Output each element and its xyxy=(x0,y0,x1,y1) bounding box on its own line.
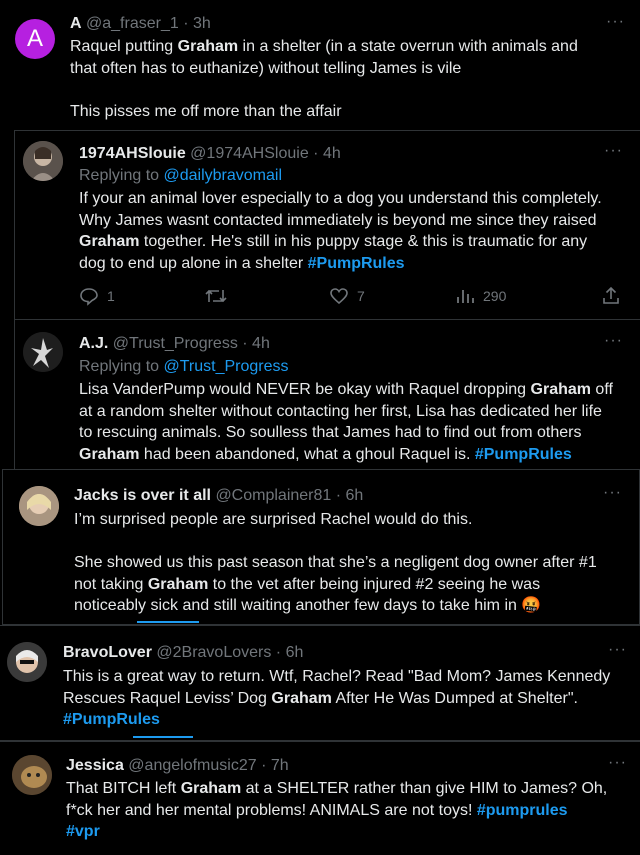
heart-icon xyxy=(329,286,349,306)
tweet-text xyxy=(74,509,639,617)
text-run: at a SHELTER rather than give HIM to James? Oh, xyxy=(241,780,608,797)
tweet-header: A.J. @Trust_Progress · 4h xyxy=(79,335,270,352)
views-button[interactable] xyxy=(455,286,506,306)
tweet-header: Jessica @angelofmusic27 · 7h xyxy=(66,757,289,774)
text-line xyxy=(63,709,638,731)
hashtag-link[interactable]: #PumpRules xyxy=(63,711,160,728)
text-run: That BITCH left xyxy=(66,780,181,797)
tweet-text xyxy=(66,778,638,843)
reply-count: 1 xyxy=(107,288,115,304)
tweet-header: 1974AHSlouie @1974AHSlouie · 4h xyxy=(79,145,341,162)
tweet-card-6[interactable] xyxy=(0,741,640,855)
text-line xyxy=(79,210,639,232)
hashtag-link[interactable]: #PumpRules xyxy=(307,254,405,272)
keyword-highlight: Graham xyxy=(530,381,591,398)
keyword-highlight: Graham xyxy=(180,780,242,797)
replying-to-link[interactable]: @dailybravomail xyxy=(163,167,283,184)
replying-to-link[interactable]: @Trust_Progress xyxy=(163,358,289,375)
replying-to: Replying to @dailybravomail xyxy=(79,167,283,184)
display-name[interactable]: A.J. xyxy=(79,335,109,352)
text-run: She showed us this past season that she’s a negligent dog owner after #1 xyxy=(74,554,597,571)
tweet-text xyxy=(79,379,639,465)
analytics-icon xyxy=(455,286,475,306)
retweet-button[interactable] xyxy=(205,286,235,306)
text-run: f*ck her and her mental problems! ANIMALS are not toys! xyxy=(66,801,477,819)
avatar[interactable] xyxy=(15,19,55,59)
text-line xyxy=(63,688,638,710)
display-name[interactable]: Jessica xyxy=(66,757,124,774)
tweet-card-1[interactable] xyxy=(0,0,640,134)
timestamp[interactable]: 3h xyxy=(192,15,211,32)
text-line xyxy=(63,666,638,688)
handle[interactable]: @a_fraser_1 xyxy=(86,15,179,32)
timestamp[interactable]: 4h xyxy=(252,335,270,352)
more-options-icon[interactable]: ··· xyxy=(606,13,625,30)
more-options-icon[interactable]: ··· xyxy=(604,142,623,159)
avatar[interactable] xyxy=(23,141,63,181)
text-run: This is a great way to return. Wtf, Rachel? Read "Bad Mom? James Kennedy xyxy=(63,668,611,685)
text-line xyxy=(66,821,638,843)
share-icon xyxy=(601,286,621,306)
text-line xyxy=(79,253,639,275)
text-run: Why James wasnt contacted immediately is beyond me since they raised xyxy=(79,211,597,229)
handle[interactable]: @Complainer81 xyxy=(215,487,332,504)
keyword-highlight: Graham xyxy=(79,445,140,463)
tweet-text xyxy=(63,666,638,731)
keyword-highlight: Graham xyxy=(147,575,209,593)
text-run: After He Was Dumped at Shelter". xyxy=(331,689,578,707)
avatar[interactable] xyxy=(19,486,59,526)
more-options-icon[interactable]: ··· xyxy=(608,641,627,658)
text-run: This pisses me off more than the affair xyxy=(70,102,342,120)
text-line xyxy=(74,552,639,574)
handle[interactable]: @2BravoLovers xyxy=(156,644,272,661)
text-run: off xyxy=(590,381,613,398)
more-options-icon[interactable]: ··· xyxy=(604,332,623,349)
avatar[interactable] xyxy=(12,755,52,795)
avatar[interactable] xyxy=(7,642,47,682)
text-run: I’m surprised people are surprised Rachel would do this. xyxy=(74,511,473,528)
text-run: Raquel putting xyxy=(70,38,178,55)
text-run: at a random shelter without contacting her first, Lisa has dedicated her life xyxy=(79,402,602,420)
handle[interactable]: @Trust_Progress xyxy=(112,335,238,352)
text-line xyxy=(70,36,630,58)
display-name[interactable]: Jacks is over it all xyxy=(74,487,211,504)
selection-underline xyxy=(133,736,193,738)
tweet-card-3[interactable] xyxy=(14,319,640,471)
text-line xyxy=(79,188,639,210)
retweet-icon xyxy=(205,286,227,306)
text-line xyxy=(66,778,638,800)
timestamp[interactable]: 7h xyxy=(270,757,289,774)
more-options-icon[interactable]: ··· xyxy=(603,484,622,501)
keyword-highlight: Graham xyxy=(79,233,140,250)
tweet-text xyxy=(70,36,630,122)
tweet-card-4[interactable] xyxy=(2,469,640,625)
text-line xyxy=(66,800,638,822)
text-run: not taking xyxy=(74,575,148,593)
display-name[interactable]: 1974AHSlouie xyxy=(79,145,186,162)
text-line xyxy=(79,379,639,401)
share-button[interactable] xyxy=(601,286,621,306)
hashtag-link[interactable]: #vpr xyxy=(66,823,100,840)
keyword-highlight: Graham xyxy=(271,689,332,707)
tweet-header: A @a_fraser_1 · 3h xyxy=(70,15,211,32)
text-run: If your an animal lover especially to a dog you understand this completely. xyxy=(79,190,602,207)
avatar[interactable] xyxy=(23,332,63,372)
tweet-text xyxy=(79,188,639,274)
text-line xyxy=(79,422,639,444)
like-count: 7 xyxy=(357,288,365,304)
tweet-header: BravoLover @2BravoLovers · 6h xyxy=(63,644,304,661)
text-run: had been abandoned, what a ghoul Raquel is. xyxy=(139,445,475,463)
text-line xyxy=(70,58,630,80)
reply-button[interactable] xyxy=(79,286,115,306)
text-line xyxy=(79,444,639,466)
view-count: 290 xyxy=(483,288,507,304)
timestamp[interactable]: 6h xyxy=(345,487,364,504)
reply-icon xyxy=(79,286,99,306)
text-line xyxy=(74,574,639,596)
text-run: that often has to euthanize) without telling James is vile xyxy=(70,59,462,77)
timestamp[interactable]: 6h xyxy=(285,644,304,661)
keyword-highlight: Graham xyxy=(177,38,239,55)
tweet-card-5[interactable] xyxy=(0,625,640,741)
like-button[interactable] xyxy=(329,286,365,306)
text-run: together. He's still in his puppy stage & this is traumatic for any xyxy=(139,233,588,250)
handle[interactable]: @angelofmusic27 xyxy=(128,757,257,774)
text-run: noticeably sick and still waiting another few days to take him in xyxy=(74,597,522,614)
text-line xyxy=(74,509,639,531)
text-line xyxy=(70,79,630,101)
more-options-icon[interactable]: ··· xyxy=(608,754,627,771)
text-run: to the vet after being injured #2 seeing he was xyxy=(208,575,541,593)
text-run: dog to end up alone in a shelter xyxy=(79,254,308,272)
replying-to: Replying to @Trust_Progress xyxy=(79,358,289,375)
avatar-letter: A xyxy=(26,25,43,52)
text-line xyxy=(74,595,639,617)
tweet-card-2[interactable] xyxy=(14,130,640,320)
hashtag-link[interactable]: #PumpRules xyxy=(474,445,572,463)
angry-face-emoji: 🤬 xyxy=(521,597,542,614)
text-run: Lisa VanderPump would NEVER be okay with Raquel dropping xyxy=(79,381,531,398)
text-run: Rescues Raquel Leviss’ Dog xyxy=(63,689,272,707)
display-name[interactable]: BravoLover xyxy=(63,644,152,661)
text-line xyxy=(74,531,639,553)
timestamp[interactable]: 4h xyxy=(322,145,341,162)
text-run: to rescuing animals. So soulless that James had to find out from others xyxy=(79,424,582,441)
hashtag-link[interactable]: #pumprules xyxy=(476,801,568,819)
tweet-header: Jacks is over it all @Complainer81 · 6h xyxy=(74,487,364,504)
text-line xyxy=(79,401,639,423)
text-run: in a shelter (in a state overrun with animals and xyxy=(238,38,578,55)
text-line xyxy=(79,231,639,253)
display-name[interactable]: A xyxy=(70,15,82,32)
text-line xyxy=(70,101,630,123)
handle[interactable]: @1974AHSlouie xyxy=(190,145,309,162)
selection-underline xyxy=(137,621,199,623)
